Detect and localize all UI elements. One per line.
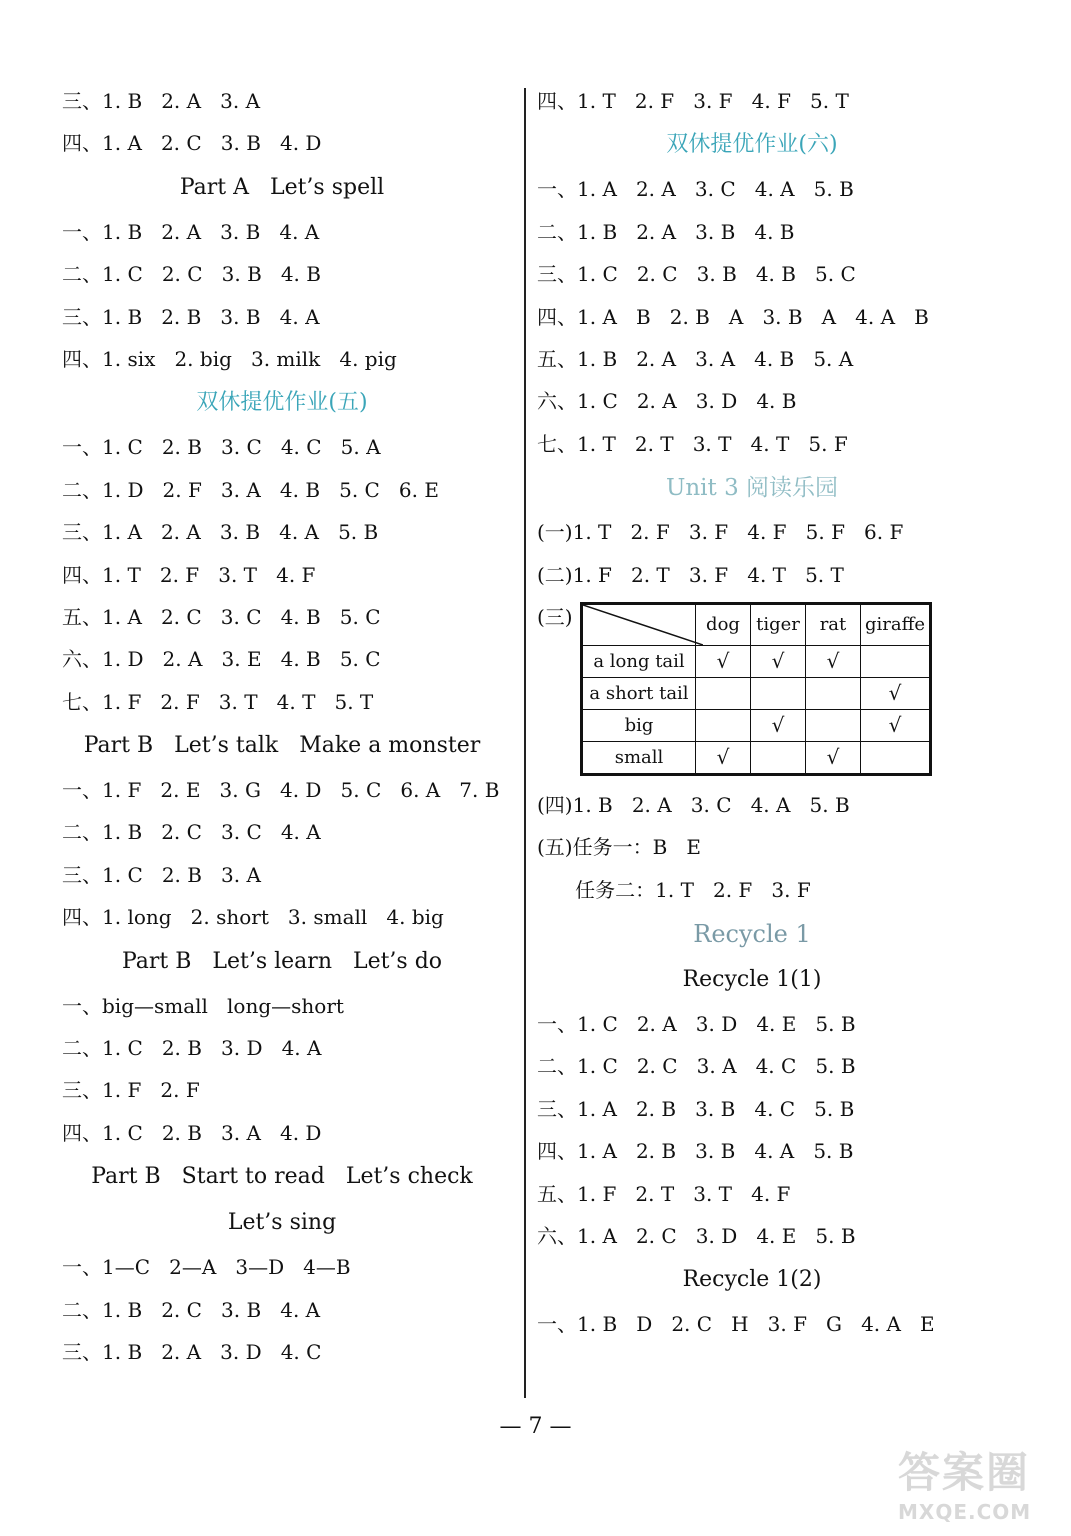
answer-line: 四、1. C 2. B 3. A 4. D [62,1120,322,1145]
check-mark-cell: √ [806,741,861,774]
column-header-rat: rat [806,603,861,645]
empty-cell [861,645,931,677]
section-heading: Recycle 1(2) [682,1267,822,1293]
answer-line: 七、1. T 2. T 3. T 4. T 5. F [537,431,848,456]
row-label: small [582,741,696,774]
row-label: a long tail [582,645,696,677]
section-heading: Recycle 1 [693,920,811,949]
answer-line: 四、1. six 2. big 3. milk 4. pig [62,346,397,371]
section-heading: Recycle 1(1) [682,967,822,993]
answer-line: 一、1. A 2. A 3. C 4. A 5. B [537,177,854,202]
answer-line: 四、1. A 2. B 3. B 4. A 5. B [537,1139,854,1164]
section-heading: 双休提优作业(六) [666,132,838,158]
answer-line: 三、1. A 2. B 3. B 4. C 5. B [537,1096,855,1121]
answer-line: 四、1. long 2. short 3. small 4. big [62,905,444,930]
table-row [582,741,931,774]
answer-line: 二、1. B 2. C 3. C 4. A [62,820,321,845]
answer-line: 二、1. B 2. C 3. B 4. A [62,1297,321,1322]
answer-line: 四、1. A B 2. B A 3. B A 4. A B [537,304,929,329]
left-column [62,80,502,1373]
answer-line: 四、1. T 2. F 3. T 4. F [62,562,316,587]
answer-line: 三、1. B 2. A 3. D 4. C [62,1339,322,1364]
answer-line: 五、1. A 2. C 3. C 4. B 5. C [62,604,381,629]
section-heading: Unit 3 阅读乐园 [665,475,839,502]
answer-line: (一)1. T 2. F 3. F 4. F 5. F 6. F [537,520,904,545]
check-mark-cell: √ [751,709,806,741]
page-number: — 7 — [499,1414,572,1439]
answer-line: 一、big—small long—short [62,993,344,1018]
answer-line: 三、1. C 2. B 3. A [62,862,261,887]
check-mark-cell: √ [751,645,806,677]
answer-line: 五、1. F 2. T 3. T 4. F [537,1181,791,1206]
answer-line: (五)任务一：B E [537,835,701,860]
row-label: a short tail [582,677,696,709]
watermark-logo [898,1440,1063,1532]
answer-line: 三、1. A 2. A 3. B 4. A 5. B [62,520,379,545]
check-mark-cell: √ [696,741,751,774]
watermark-url: MXQE.COM [898,1500,1032,1524]
answer-line: 二、1. B 2. A 3. B 4. B [537,219,795,244]
answer-line: 三、1. B 2. A 3. A [62,89,261,113]
answer-line: 四、1. A 2. C 3. B 4. D [62,131,322,156]
check-mark-cell: √ [861,709,931,741]
section-heading: 双休提优作业(五) [196,390,368,416]
section-heading: Part A Let’s spell [179,174,385,200]
answer-line: 三、1. B 2. B 3. B 4. A [62,304,320,329]
empty-cell [751,677,806,709]
section-heading: Part B Let’s learn Let’s do [121,948,443,974]
answer-line: 任务二：1. T 2. F 3. F [537,877,811,902]
section-heading: Part B Start to read Let’s check [91,1164,473,1190]
check-mark-cell: √ [861,677,931,709]
answer-line: 六、1. D 2. A 3. E 4. B 5. C [62,647,381,672]
diagonal-header-cell [582,603,696,645]
column-header-tiger: tiger [751,603,806,645]
right-column-top [537,80,967,596]
table-row [582,709,931,741]
answer-line: 一、1—C 2—A 3—D 4—B [62,1255,351,1280]
watermark-text: 答案圈 [898,1448,1031,1497]
answer-line: 五、1. B 2. A 3. A 4. B 5. A [537,346,854,371]
answer-line: 二、1. D 2. F 3. A 4. B 5. C 6. E [62,477,439,502]
answer-line: 一、1. C 2. B 3. C 4. C 5. A [62,435,381,460]
empty-cell [806,677,861,709]
answer-line: 一、1. B 2. A 3. B 4. A [62,219,320,244]
row-label: big [582,709,696,741]
column-header-dog: dog [696,603,751,645]
section-heading: Part B Let’s talk Make a monster [83,733,481,759]
section-heading: Let’s sing [227,1210,337,1236]
answer-line: 一、1. B D 2. C H 3. F G 4. A E [537,1312,935,1337]
empty-cell [696,677,751,709]
answer-line: 二、1. C 2. C 3. A 4. C 5. B [537,1054,856,1079]
answer-line: 二、1. C 2. B 3. D 4. A [62,1036,322,1061]
animal-tail-table-block [537,596,967,784]
check-mark-cell: √ [806,645,861,677]
column-header-giraffe: giraffe [861,603,931,645]
answer-line: 六、1. A 2. C 3. D 4. E 5. B [537,1224,856,1249]
answer-line: 一、1. F 2. E 3. G 4. D 5. C 6. A 7. B [62,778,500,803]
empty-cell [751,741,806,774]
answer-line: 一、1. C 2. A 3. D 4. E 5. B [537,1012,856,1037]
answer-line: (二)1. F 2. T 3. F 4. T 5. T [537,562,844,587]
table-row [582,645,931,677]
column-divider [524,88,526,1398]
answer-line: 三、1. C 2. C 3. B 4. B 5. C [537,262,856,287]
answer-line: 三、1. F 2. F [62,1078,200,1103]
table-section-label: (三) [537,604,573,629]
answer-line: 七、1. F 2. F 3. T 4. T 5. T [62,689,374,714]
table-row [582,677,931,709]
empty-cell [696,709,751,741]
answer-line: 四、1. T 2. F 3. F 4. F 5. T [537,89,849,113]
check-mark-cell: √ [696,645,751,677]
empty-cell [806,709,861,741]
answer-line: 二、1. C 2. C 3. B 4. B [62,262,321,287]
right-column-bottom [537,784,967,1346]
animal-tail-table [580,602,932,776]
table-header-row [582,603,931,645]
answer-line: (四)1. B 2. A 3. C 4. A 5. B [537,792,850,817]
right-column [537,80,967,1346]
answer-line: 六、1. C 2. A 3. D 4. B [537,389,797,414]
empty-cell [861,741,931,774]
